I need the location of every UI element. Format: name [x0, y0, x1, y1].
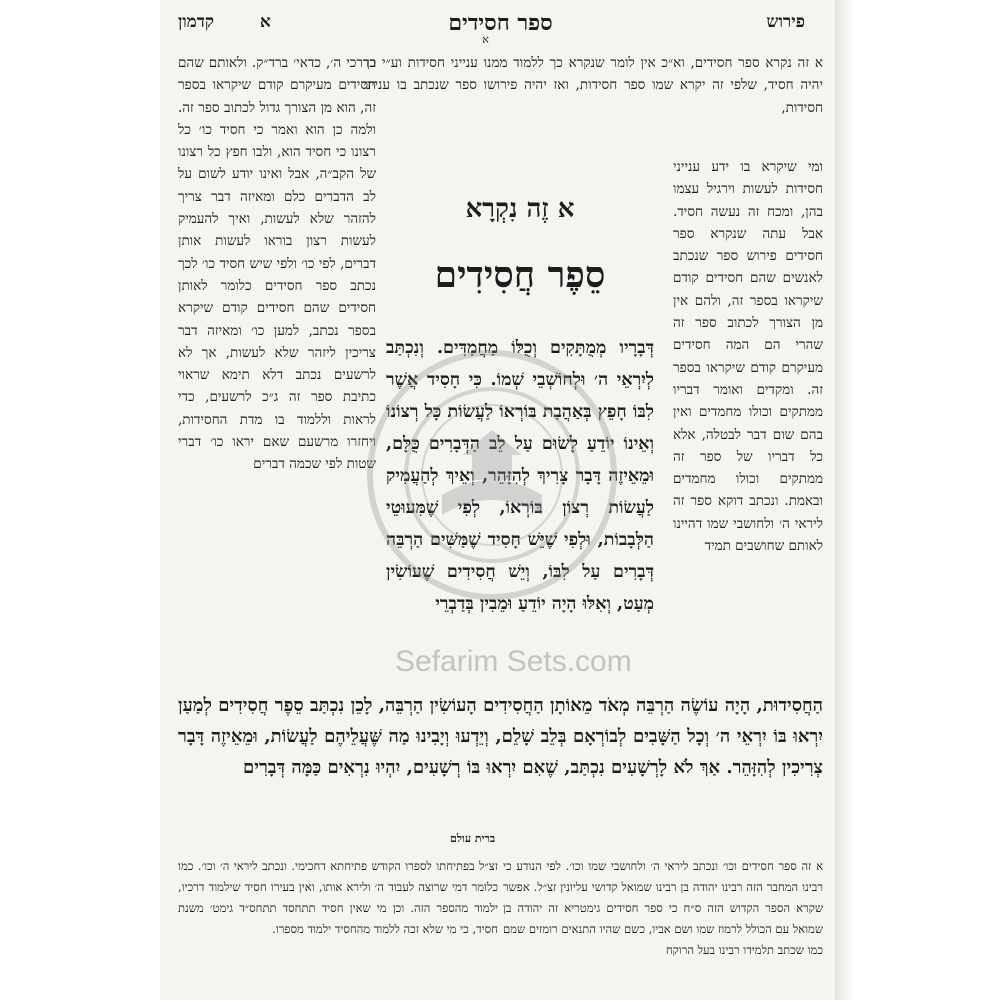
page-edge-shadow [835, 0, 855, 1000]
running-head-page-letter: א [259, 12, 271, 32]
watermark-seal-icon [362, 345, 622, 605]
book-title: סֵפֶר חֲסִידִים [434, 254, 606, 296]
signature-mark: א [482, 33, 489, 46]
main-text-full-width: הַחֲסִידוּת, הָיָה עוֹשֶׂה הַרְבֵּה מְאֹד מֵאוֹתָן הַחֲסִידִים הָעוֹשִׂין הַרְבֵּה, לָכֵן נִכְתַּב סֵפֶר חֲסִידִים לְמַעַן יִרְאוּ בּוֹ יִרְאֵי ה׳ וְכָל הַשָּׁבִים לְבוֹרְאָם בְּלֵב שָׁלֵם, וְיֵדְעוּ וְיָבִינוּ מַה שֶּׁעֲלֵיהֶם לַעֲשׂוֹת, וּמֵאֵיזֶה דָּבָר צְרִיכִין לְהִזָּהֵר. אַךְ לֹא לָרְשָׁעִים נִכְתַּב, שֶׁאִם יִרְאוּ בּוֹ רְשָׁעִים, יִהְיוּ נִרְאִים כַּמָּה דְּבָרִים [178, 695, 823, 778]
footnote-section-label: ברית עולם [450, 832, 496, 845]
footnote-left: זצ״ל בפתיחתו לספרו הקודש פתיחתא דחכימי. ונכתב ליראי ה׳ וכו׳. כמו כלומר דמי שרוצה לעבוד ה׳ ולירא אותו, ואין בעירו חסיד שילמוד דרכיו, ילמוד מהספר הזה. וכן מי שאין חסיד תתחסד תתחס״ד גימט׳ משנת חסיד, כי מי שלא זכה ללמוד מהחסיד ילמוד מספרו. [178, 859, 498, 936]
running-head-section [178, 12, 271, 32]
commentary-right-column: ומי שיקרא בו ידע ענייני חסידות לעשות וירגיל עצמו בהן, ומכח זה נעשה חסיד. אבל עתה שנקרא ספר חסידים פירוש ספר שנכתב לאנשים שהם חסידים קודם שיקראו בספר זה, ולהם אין מן הצורך לכתוב ספר זה שהרי הם המה חסידים מעיקרם קודם שיקראו בספר זה. ומקדים ואומר דבריו ממתקים וכולו מחמדים ואין בהם שום דבר לבטלה, אלא כל דבריו של ספר זה ממתקים וכולו מחמדים ובאמת. ונכתב דוקא ספר זה ליראי ה׳ ולחושבי שמו דהיינו לאותם שחושבים תמיד [673, 159, 823, 555]
footnote-right: א זה ספר חסידים וכו׳ ונכתב ליראי ה׳ ולחושבי שמו וכו׳. לפי הנודע כי רבינו המחבר הזה רבינו יהודה בן רבינו שמואל קדושי עליונין זצ״ל. אפשר שקרא הספר הקדוש הזה ס״ח כי ספר חסידים גימטריא זה יהודה בן שמואל עם הכולל לרמוז שמו ושם אביו, כשם שהיו התנאים רומזים שמם כמו שכתב תלמידו רבינו בעל הרוקח [503, 859, 823, 957]
running-head-commentary-name: פירוש [766, 12, 805, 32]
running-head-title-text: ספר חסידים [448, 10, 553, 36]
running-head-section-word: קדמון [178, 12, 215, 32]
watermark-text: Sefarim Sets.com [395, 645, 632, 678]
running-head-title [178, 10, 823, 44]
running-head [178, 10, 823, 46]
commentary-right-top: א זה נקרא ספר חסידים, וא״כ אין לומר שנקרא כך ללמוד ממנו ענייני חסידות וע״י כך יהיה חסיד, שלפי זה יקרא שמו ספר חסידות, ואז יהיה פירושו ספר שנכתב בו ענייני חסידות, [363, 55, 823, 116]
main-text-center: דְּבָרָיו מְמֻתָּקִים וְכֻלּוֹ מַחֲמַדִּים. וְנִכְתַּב לְיִרְאֵי ה׳ וּלְחוֹשְׁבֵי שְׁמוֹ. כִּי חָסִיד אֲשֶׁר לִבּוֹ חָפֵץ בְּאַהֲבַת בּוֹרְאוֹ לַעֲשׂוֹת כָּל רְצוֹנוֹ וְאֵינוֹ יוֹדֵעַ לָשׂוּם עַל לֵב הַדְּבָרִים כֻּלָּם, וּמֵאֵיזֶה דָּבָר צָרִיךְ לְהִזָּהֵר, וְאֵיךְ לְהַעֲמִיק לַעֲשׂוֹת רְצוֹן בּוֹרְאוֹ, לְפִי שֶׁמִּעוּטֵי הַלְּבָבוֹת, וּלְפִי שֶׁיֵּשׁ חָסִיד שֶׁמַּשִּׁים הַרְבֵּה דְּבָרִים עַל לִבּוֹ, וְיֵשׁ חֲסִידִים שֶׁעוֹשִׂין מְעַט, וְאִלּוּ הָיָה יוֹדֵעַ וּמֵבִין בְּדַבְרֵי [386, 338, 654, 614]
commentary-left-column: בדרכי ה׳, כדאי׳ ברד״ק. ולאותם שהם חסידים מעיקרם קודם שיקראו בספר זה, הוא מן הצורך גדול לכתוב ספר זה. ולמה כן הוא ואמר כי חסיד כו׳ כל רצונו כי חסיד הוא, ולבו חפץ כל רצונו של הקב״ה, אבל ואינו יודע לשום על לב הדברים כלם ומאיזה דבר צריך להזהר שלא לעשות, ואיך להעמיק לעשות רצון בוראו לעשות אותן דברים, לפי כו׳ ולפי שיש חסיד כו׳ לכך נכתב ספר חסידים כלומר לאותן חסידים שהם חסידים קודם שיקרא בספר נכתב, למען כו׳ ומאיזה דבר צריכין ליזהר שלא לעשות, אך לא לרשעים נכתב דלא תימא שראוי כתיבת ספר זה ג״כ לרשעים, כדי לראות וללמוד בו מדת החסידות, ויחזרו מרשעם שאם יראו כו׳ דברי שטות לפי שכמה דברים [178, 55, 376, 473]
chapter-heading: א זֶה נִקְרָא [465, 194, 575, 224]
